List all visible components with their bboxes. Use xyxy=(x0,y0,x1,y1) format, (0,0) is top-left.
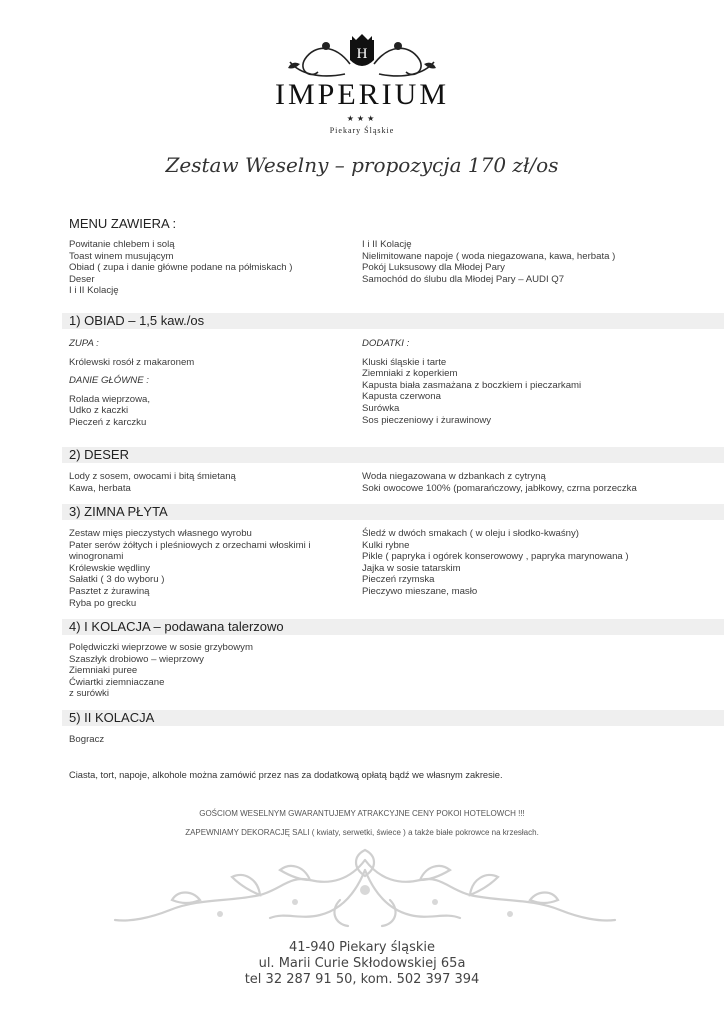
list-item: Ryba po grecku xyxy=(69,597,137,609)
logo-letter: H xyxy=(356,46,368,62)
list-item: Samochód do ślubu dla Młodej Pary – AUDI Q7 xyxy=(362,273,565,285)
list-item: Pikle ( papryka i ogórek konserowowy , papryka marynowana ) xyxy=(362,551,629,563)
address-line-1: 41-940 Piekary śląskie xyxy=(288,940,436,955)
list-item: Powitanie chlebem i solą xyxy=(69,239,175,250)
obiad-left xyxy=(69,338,194,429)
zupa-label: ZUPA : xyxy=(69,338,99,349)
list-item: Soki owocowe 100% (pomarańczowy, jabłkowy, czrna porzeczka xyxy=(362,482,637,494)
list-item: Jajka w sosie tatarskim xyxy=(362,562,461,574)
menu-heading: MENU ZAWIERA : xyxy=(69,216,177,231)
kolacja1-list xyxy=(69,642,253,700)
kolacja2-list xyxy=(69,734,104,746)
list-item: Ziemniaki z koperkiem xyxy=(362,368,458,380)
guarantee-note: GOŚCIOM WESELNYM GWARANTUJEMY ATRAKCYJNE CENY POKOI HOTELOWCH !!! xyxy=(199,809,525,818)
list-item: Pieczywo mieszane, masło xyxy=(362,585,478,597)
list-item: Pokój Luksusowy dla Młodej Pary xyxy=(362,262,505,274)
list-item: Ziemniaki puree xyxy=(69,665,138,677)
list-item: Pieczeń rzymska xyxy=(362,574,435,586)
danie-label: DANIE GŁÓWNE : xyxy=(69,375,149,387)
list-item: Toast winem musującym xyxy=(69,250,174,262)
address-line-2: ul. Marii Curie Skłodowskiej 65a xyxy=(258,956,466,971)
section-heading-obiad: 1) OBIAD – 1,5 kaw./os xyxy=(69,313,205,328)
decor-note: ZAPEWNIAMY DEKORACJĘ SALI ( kwiaty, serwetki, świece ) a także białe pokrowce na krzesłach. xyxy=(185,828,539,837)
deser-right xyxy=(362,471,637,494)
list-item: Kulki rybne xyxy=(362,539,410,551)
list-item: Ćwiartki ziemniaczane xyxy=(69,676,165,688)
floral-ornament xyxy=(110,840,620,940)
list-item: Udko z kaczki xyxy=(69,405,129,417)
list-item: Surówka xyxy=(362,402,400,414)
list-item: z surówki xyxy=(69,688,109,700)
section-heading-zimna: 3) ZIMNA PŁYTA xyxy=(69,504,168,519)
list-item: Nielimitowane napoje ( woda niegazowana, kawa, herbata ) xyxy=(362,250,616,262)
list-item: Królewskie wędliny xyxy=(69,562,151,574)
deser-left xyxy=(69,471,236,494)
list-item: Śledź w dwóch smakach ( w oleju i słodko-kwaśny) xyxy=(362,528,580,539)
list-item: Królewski rosół z makaronem xyxy=(69,356,195,368)
section-heading-kolacja2: 5) II KOLACJA xyxy=(69,710,155,725)
menu-left-list xyxy=(69,239,292,297)
list-item: Deser xyxy=(69,273,95,285)
list-item: Kawa, herbata xyxy=(69,482,131,494)
section-heading-kolacja1: 4) I KOLACJA – podawana talerzowo xyxy=(69,619,284,634)
menu-right-list xyxy=(362,239,615,285)
phone-line: tel 32 287 91 50, kom. 502 397 394 xyxy=(244,972,480,987)
list-item: I i II Kolację xyxy=(362,239,412,250)
list-item: Zestaw mięs pieczystych własnego wyrobu xyxy=(69,528,252,539)
list-item: Obiad ( zupa i danie główne podane na półmiskach ) xyxy=(69,262,293,274)
list-item: Polędwiczki wieprzowe w sosie grzybowym xyxy=(69,642,253,653)
obiad-right xyxy=(362,338,581,426)
section-bar-kolacja1 xyxy=(62,619,724,635)
list-item: Sałatki ( 3 do wyboru ) xyxy=(69,574,165,586)
brand-name: IMPERIUM xyxy=(274,78,449,111)
list-item: Szaszłyk drobiowo – wieprzowy xyxy=(69,653,204,665)
list-item: Bogracz xyxy=(69,734,105,745)
section-bar-zimna xyxy=(62,504,724,520)
list-item: winogronami xyxy=(69,551,124,563)
section-bar-obiad xyxy=(62,313,724,329)
zimna-right xyxy=(362,528,629,598)
list-item: Kapusta biała zasmażana z boczkiem i pieczarkami xyxy=(362,379,582,391)
dodatki-label: DODATKI : xyxy=(362,338,410,349)
list-item: I i II Kolację xyxy=(69,285,119,297)
list-item: Kluski śląskie i tarte xyxy=(362,356,447,368)
list-item: Kapusta czerwona xyxy=(362,391,441,403)
brand-city: Piekary Śląskie xyxy=(329,126,395,135)
section-bar-deser xyxy=(62,447,724,463)
zimna-left xyxy=(69,528,311,609)
list-item: Pater serów żółtych i pleśniowych z orzechami włoskimi i xyxy=(69,539,311,551)
list-item: Pieczeń z karczku xyxy=(69,416,147,428)
page-title: Zestaw Weselny – propozycja 170 zł/os xyxy=(165,153,559,177)
list-item: Woda niegazowana w dzbankach z cytryną xyxy=(362,471,546,482)
extras-note: Ciasta, tort, napoje, alkohole można zamówić przez nas za dodatkową opłatą bądź we własnym zakresie. xyxy=(69,770,503,780)
list-item: Rolada wieprzowa, xyxy=(69,393,151,405)
list-item: Sos pieczeniowy i żurawinowy xyxy=(362,414,492,426)
list-item: Lody z sosem, owocami i bitą śmietaną xyxy=(69,471,236,482)
section-heading-deser: 2) DESER xyxy=(69,447,129,462)
section-bar-kolacja2 xyxy=(62,710,724,726)
brand-stars: ★★★ xyxy=(346,114,378,123)
list-item: Pasztet z żurawiną xyxy=(69,585,150,597)
